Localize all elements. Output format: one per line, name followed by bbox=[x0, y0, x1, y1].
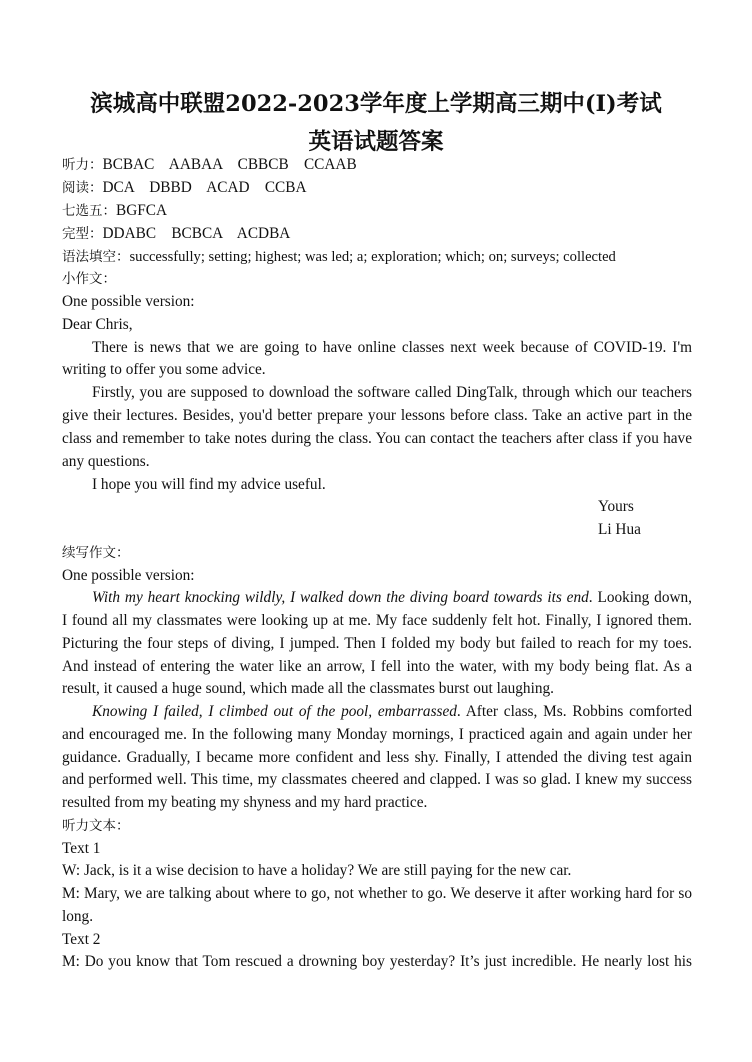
italic-opening: Knowing I failed, I climbed out of the pool, embarrassed bbox=[92, 703, 457, 720]
continuation-line: With my heart knocking wildly, I walked down the diving board towards its end. Looking down, bbox=[92, 589, 692, 606]
continuation-line: and encouraged me. In the following many Monday mornings, I practiced again and again under her bbox=[62, 726, 692, 743]
text1-label: Text 1 bbox=[62, 840, 101, 857]
essay-paragraph-line: writing to offer you some advice. bbox=[62, 361, 266, 378]
transcript-line: W: Jack, is it a wise decision to have a holiday? We are still paying for the new car. bbox=[62, 862, 572, 879]
transcript-line: M: Do you know that Tom rescued a drowning boy yesterday? It’s just incredible. He nearly lost his bbox=[62, 953, 692, 970]
reading-answers bbox=[62, 179, 692, 197]
grammar-value: successfully; setting; highest; was led; a; exploration; which; on; surveys; collected bbox=[129, 249, 616, 265]
seven-five-label: 七选五： bbox=[62, 203, 116, 219]
continuation-line: guidance. Gradually, I became more confident and less shy. Finally, I attended the diving test again bbox=[62, 749, 692, 766]
continuation-line: Picturing the four steps of diving, I jumped. Then I folded my body but failed to reach for my toes. bbox=[62, 635, 692, 652]
text2-label: Text 2 bbox=[62, 931, 101, 948]
continuation-line: result, it caused a huge sound, which made all the classmates burst out laughing. bbox=[62, 680, 554, 697]
letter-closing: Yours bbox=[598, 498, 634, 515]
listening-value: BCBAC AABAA CBBCB CCAAB bbox=[102, 156, 357, 173]
continuation-version: One possible version: bbox=[62, 567, 195, 584]
exam-subtitle: 英语试题答案 bbox=[308, 129, 444, 155]
transcript-line: M: Mary, we are talking about where to go, not whether to go. We deserve it after working hard for so bbox=[62, 885, 692, 902]
essay-paragraph-line: class and remember to take notes during the class. You can contact the teachers after class if you have bbox=[62, 430, 692, 447]
listening-answers bbox=[62, 156, 692, 174]
transcript-line: long. bbox=[62, 908, 94, 925]
continuation-line: resulted from my beating my shyness and my hard practice. bbox=[62, 794, 428, 811]
continuation-line: And instead of entering the water like an arrow, I fell into the water, with my body being flat. As a bbox=[62, 658, 692, 675]
continuation-label: 续写作文： bbox=[62, 545, 130, 561]
small-essay-label: 小作文： bbox=[62, 271, 116, 287]
essay-paragraph-line: any questions. bbox=[62, 453, 150, 470]
grammar-label: 语法填空： bbox=[62, 249, 130, 265]
essay-paragraph-line: Firstly, you are supposed to download the software called DingTalk, through which our teachers bbox=[92, 384, 692, 401]
salutation: Dear Chris, bbox=[62, 316, 133, 333]
listening-label: 听力： bbox=[62, 157, 103, 173]
cloze-value: DDABC BCBCA ACDBA bbox=[102, 225, 291, 242]
listening-text-label: 听力文本： bbox=[62, 818, 130, 834]
seven-five-answers bbox=[62, 202, 692, 220]
continuation-line: Knowing I failed, I climbed out of the pool, embarrassed. After class, Ms. Robbins comforted bbox=[92, 703, 692, 720]
grammar-answers bbox=[62, 248, 692, 266]
italic-opening: With my heart knocking wildly, I walked down the diving board towards its end bbox=[92, 589, 589, 606]
cloze-answers bbox=[62, 225, 692, 243]
continuation-line: and performed well. This time, my classmates cheered and clapped. I was so glad. I knew my success bbox=[62, 771, 692, 788]
small-essay-version: One possible version: bbox=[62, 293, 195, 310]
reading-label: 阅读： bbox=[62, 180, 103, 196]
essay-paragraph-line: give their lectures. Besides, you'd better prepare your lessons before class. Take an active part in the bbox=[62, 407, 692, 424]
essay-paragraph-line: I hope you will find my advice useful. bbox=[92, 476, 326, 493]
letter-signature: Li Hua bbox=[598, 521, 641, 538]
exam-title: 滨城高中联盟2022-2023学年度上学期高三期中(I)考试 bbox=[90, 91, 662, 117]
essay-paragraph-line: There is news that we are going to have online classes next week because of COVID-19. I'm bbox=[92, 339, 692, 356]
continuation-line: I found all my classmates were looking up at me. My face suddenly felt hot. Finally, I ignored them. bbox=[62, 612, 692, 629]
cloze-label: 完型： bbox=[62, 226, 103, 242]
seven-five-value: BGFCA bbox=[116, 202, 168, 219]
reading-value: DCA DBBD ACAD CCBA bbox=[102, 179, 307, 196]
